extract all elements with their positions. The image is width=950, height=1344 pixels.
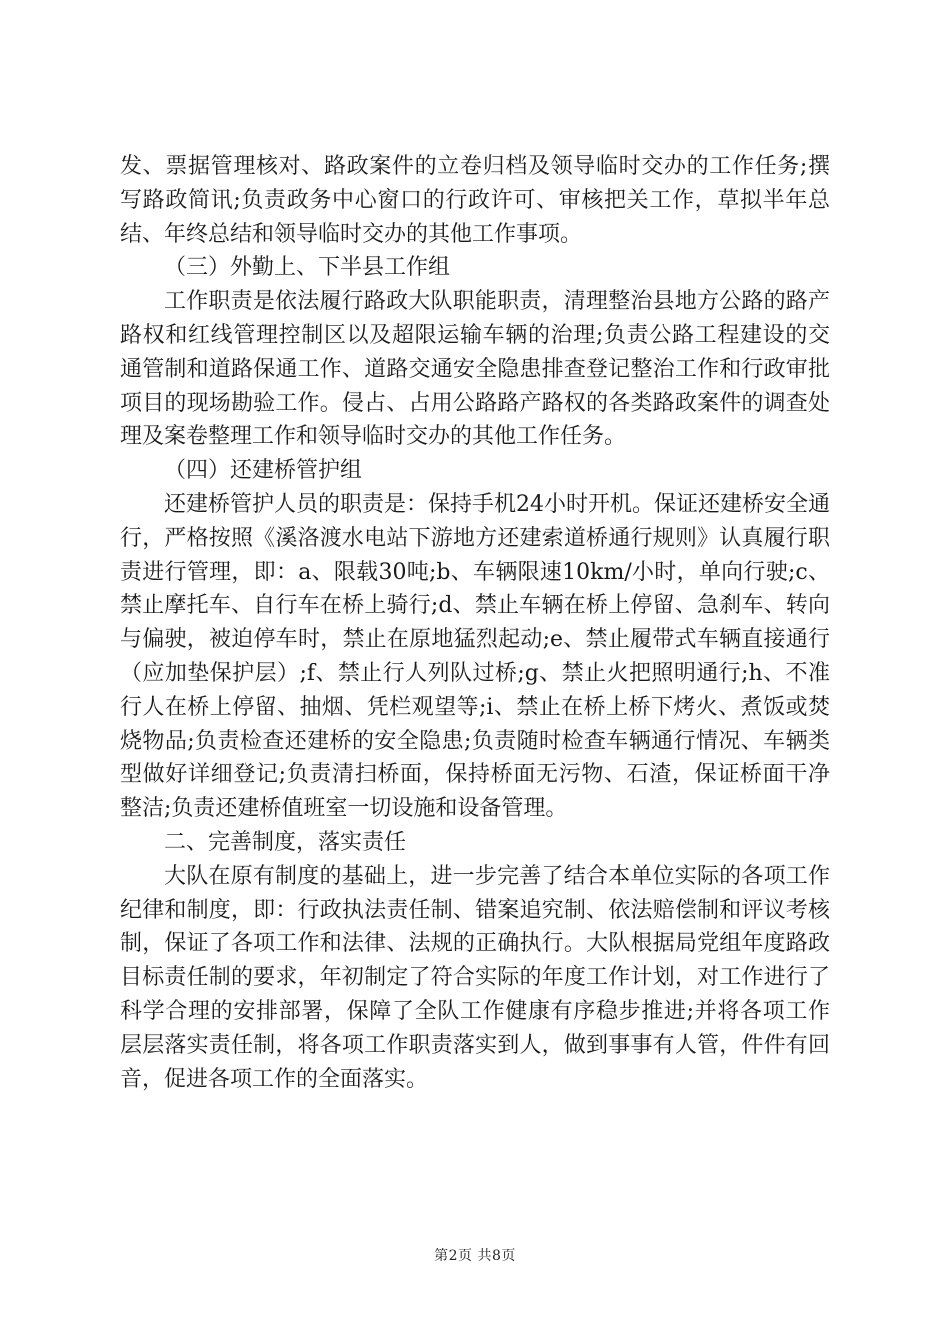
- page-number: 第2页 共8页: [434, 1248, 516, 1264]
- paragraph-bridge-team-duties: 还建桥管护人员的职责是：保持手机24小时开机。保证还建桥安全通行，严格按照《溪洛渡水电站下游地方还建索道桥通行规则》认真履行职责进行管理，即：a、限载30吨;b、车辆限速10km/小时，单向行驶;c、禁止摩托车、自行车在桥上骑行;d、禁止车辆在桥上停留、急刹车、转向与偏驶，被迫停车时，禁止在原地猛烈起动;e、禁止履带式车辆直接通行（应加垫保护层）;f、禁止行人列队过桥;g、禁止火把照明通行;h、不准行人在桥上停留、抽烟、凭栏观望等;i、禁止在桥上桥下烤火、煮饭或焚烧物品;负责检查还建桥的安全隐患;负责随时检查车辆通行情况、车辆类型做好详细登记;负责清扫桥面，保持桥面无污物、石渣，保证桥面干净整洁;负责还建桥值班室一切设施和设备管理。: [120, 491, 830, 822]
- paragraph-continued: 发、票据管理核对、路政案件的立卷归档及领导临时交办的工作任务;撰写路政简讯;负责政务中心窗口的行政许可、审核把关工作，草拟半年总结、年终总结和领导临时交办的其他工作事项。: [120, 154, 830, 247]
- section-heading-bridge-team: （四）还建桥管护组: [164, 458, 363, 484]
- paragraph-field-team-duties: 工作职责是依法履行路政大队职能职责，清理整治县地方公路的路产路权和红线管理控制区以及超限运输车辆的治理;负责公路工程建设的交通管制和道路保通工作、道路交通安全隐患排查登记整治工作和行政审批项目的现场勘验工作。侵占、占用公路路产路权的各类路政案件的调查处理及案卷整理工作和领导临时交办的其他工作任务。: [120, 289, 830, 450]
- document-body: [120, 150, 830, 1096]
- paragraph-system: 大队在原有制度的基础上，进一步完善了结合本单位实际的各项工作纪律和制度，即：行政执法责任制、错案追究制、依法赔偿制和评议考核制，保证了各项工作和法律、法规的正确执行。大队根据局党组年度路政目标责任制的要求，年初制定了符合实际的年度工作计划，对工作进行了科学合理的安排部署，保障了全队工作健康有序稳步推进;并将各项工作层层落实责任制，将各项工作职责落实到人，做到事事有人管，件件有回音，促进各项工作的全面落实。: [120, 863, 830, 1092]
- section-heading-system: 二、完善制度，落实责任: [164, 829, 407, 855]
- section-heading-field-team: （三）外勤上、下半县工作组: [164, 255, 451, 281]
